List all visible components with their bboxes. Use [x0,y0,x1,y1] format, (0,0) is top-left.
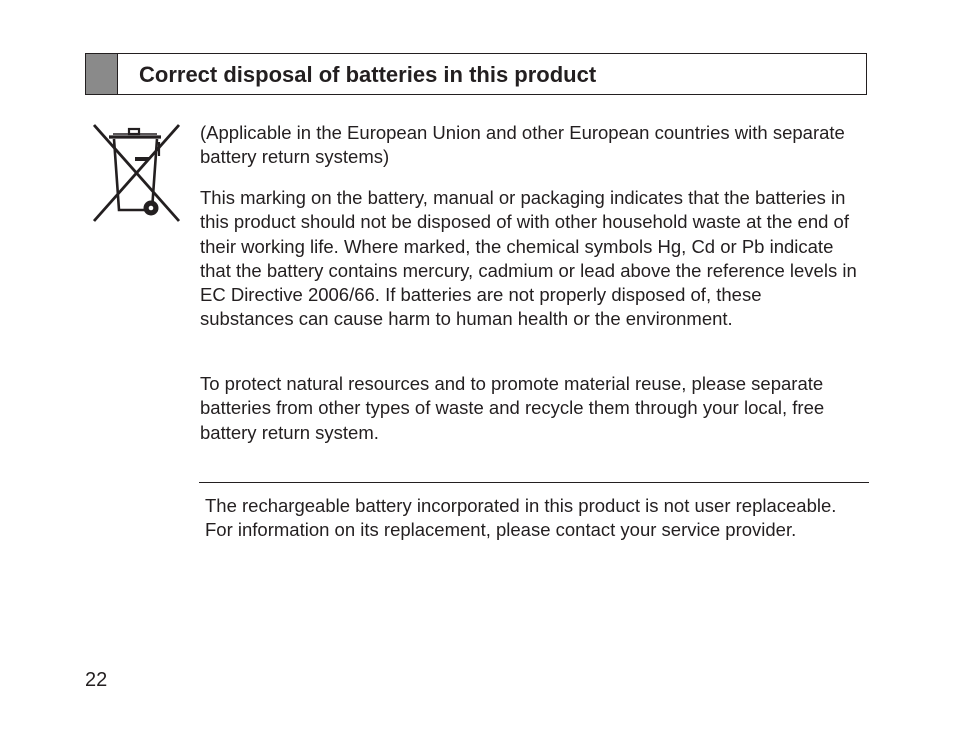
header-accent-block [86,54,118,94]
crossed-out-wheeled-bin-icon [91,122,183,224]
note-divider [199,482,869,483]
page-number: 22 [85,669,108,691]
recycling-instructions-text: To protect natural resources and to promote material reuse, please separate batteries from other types of waste and recycle them through your local, free battery return system. [200,373,825,443]
section-header [85,53,867,95]
page-title: Correct disposal of batteries in this product [139,62,597,87]
marking-explanation-text: This marking on the battery, manual or packaging indicates that the batteries in this product should not be disposed of with other household waste at the end of their working life. Where marked, the chemical symbols Hg, Cd or Pb indicate that the battery contains mercury, cadmium or lead above the reference levels in EC Directive 2006/66. If batteries are not properly disposed of, these substances can cause harm to human health or the environment. [200,187,857,330]
applicability-text: (Applicable in the European Union and other European countries with separate battery return systems) [200,122,845,168]
battery-note-text: The rechargeable battery incorporated in this product is not user replaceable. For information on its replacement, please contact your service provider. [205,495,837,541]
